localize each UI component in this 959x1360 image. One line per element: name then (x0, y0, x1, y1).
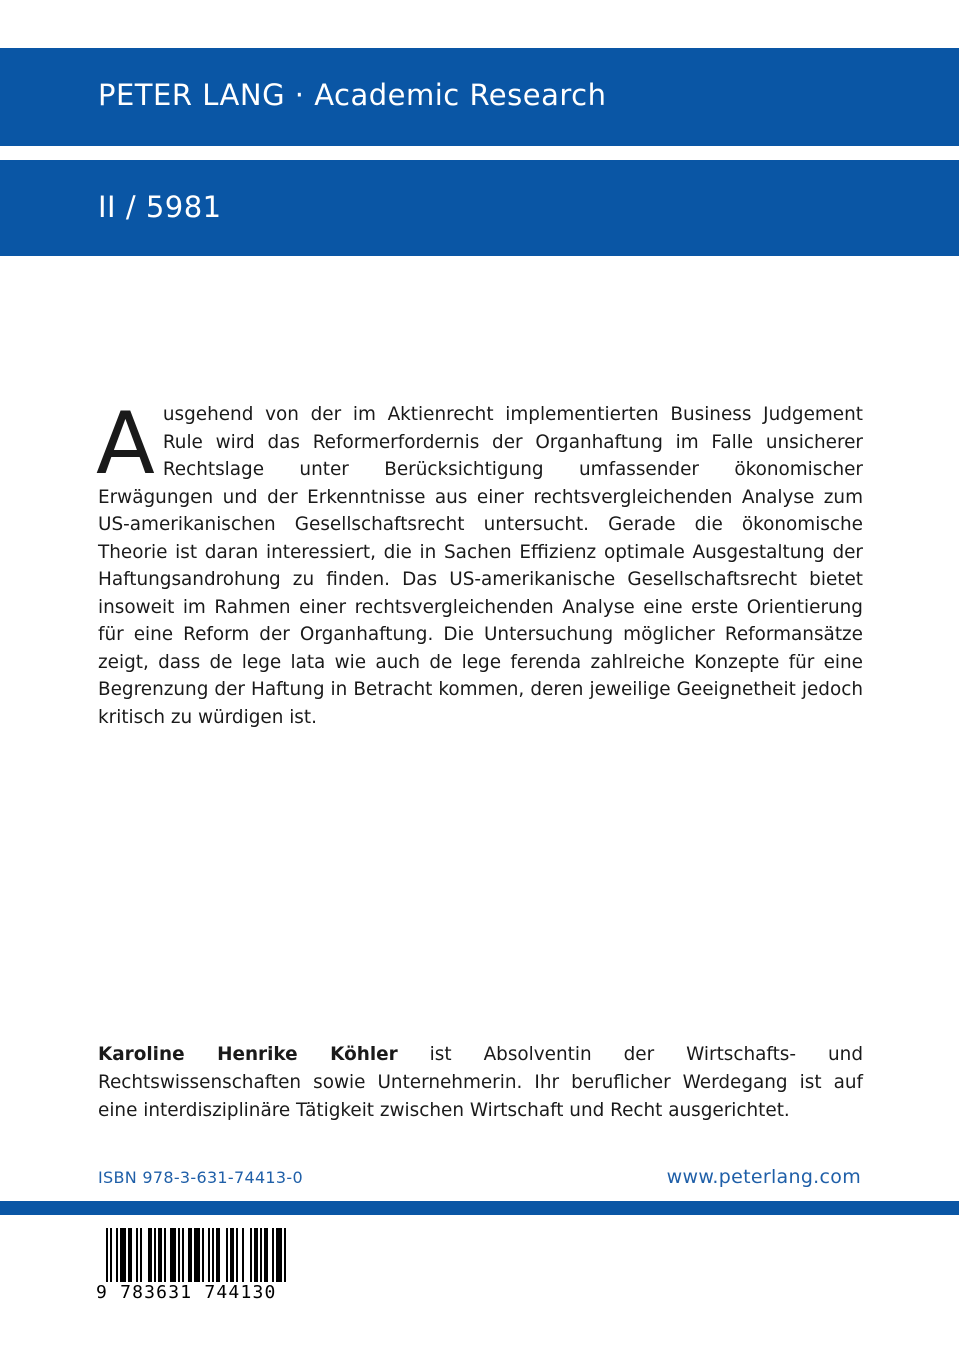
barcode-bar (116, 1228, 118, 1282)
barcode-bar (212, 1228, 214, 1282)
barcode-bar (188, 1228, 192, 1282)
barcode-bar (136, 1228, 138, 1282)
author-bio-text: ist Absolventin der Wirtschafts- und Rechtswissenschaften sowie Unternehmerin. Ihr beruflicher Werdegang ist auf eine interdisziplinäre Tätigkeit zwischen Wirtschaft und Recht ausgerichtet. (98, 1044, 863, 1121)
barcode-bar (230, 1228, 234, 1282)
bottom-rule (0, 1201, 959, 1215)
barcode-bar (236, 1228, 238, 1282)
drop-cap: A (96, 394, 155, 494)
website-link[interactable]: www.peterlang.com (666, 1166, 861, 1188)
barcode-bar (208, 1228, 210, 1282)
barcode-bar (158, 1228, 162, 1282)
series-band (0, 160, 959, 256)
barcode-bar (254, 1228, 258, 1282)
book-blurb (96, 394, 863, 731)
author-bio (98, 1041, 863, 1125)
barcode-bar (148, 1228, 152, 1282)
barcode-bar (272, 1228, 274, 1282)
barcode-bar (250, 1228, 252, 1282)
barcode-bar (226, 1228, 228, 1282)
barcode-digits: 9 783631 744130 (96, 1282, 277, 1303)
barcode-bar (182, 1228, 184, 1282)
barcode-bar (260, 1228, 262, 1282)
barcode-bar (170, 1228, 176, 1282)
barcode-bar (202, 1228, 204, 1282)
barcode-bars (106, 1228, 288, 1282)
barcode-bar (284, 1228, 286, 1282)
isbn-label: ISBN 978-3-631-74413-0 (98, 1168, 303, 1187)
barcode-bar (242, 1228, 244, 1282)
barcode-bar (264, 1228, 268, 1282)
publisher-band (0, 48, 959, 146)
barcode-bar (120, 1228, 126, 1282)
barcode-bar (276, 1228, 282, 1282)
barcode-bar (128, 1228, 132, 1282)
barcode-bar (140, 1228, 142, 1282)
barcode-bar (110, 1228, 112, 1282)
publisher-line: PETER LANG · Academic Research (98, 78, 607, 112)
author-name: Karoline Henrike Köhler (98, 1044, 398, 1065)
barcode-bar (216, 1228, 220, 1282)
blurb-text: usgehend von der im Aktienrecht implementierten Business Judgement Rule wird das Reformerfordernis der Organhaftung im Falle unsicherer Rechtslage unter Berücksichtigung umfassender ökonomischer Erwägungen und der Erkenntnisse aus einer rechtsvergleichenden Analyse zum US-amerikanischen Gesellschaftsrecht untersucht. Gerade die ökonomische Theorie ist daran interessiert, die in Sachen Effizienz optimale Ausgestaltung der Haftungsandrohung zu finden. Das US-amerikanische Gesellschaftsrecht bietet insoweit im Rahmen einer rechtsvergleichenden Analyse eine erste Orientierung für eine Reform der Organhaftung. Die Untersuchung möglicher Reformansätze zeigt, dass de lege lata wie auch de lege ferenda zahlreiche Konzepte für eine Begrenzung der Haftung in Betracht kommen, deren jeweilige Geeignetheit jedoch kritisch zu würdigen ist. (98, 404, 863, 728)
barcode-bar (164, 1228, 166, 1282)
series-number: II / 5981 (98, 190, 222, 224)
barcode-bar (154, 1228, 156, 1282)
barcode-bar (178, 1228, 180, 1282)
barcode (96, 1224, 296, 1304)
barcode-bar (106, 1228, 108, 1282)
barcode-bar (194, 1228, 200, 1282)
